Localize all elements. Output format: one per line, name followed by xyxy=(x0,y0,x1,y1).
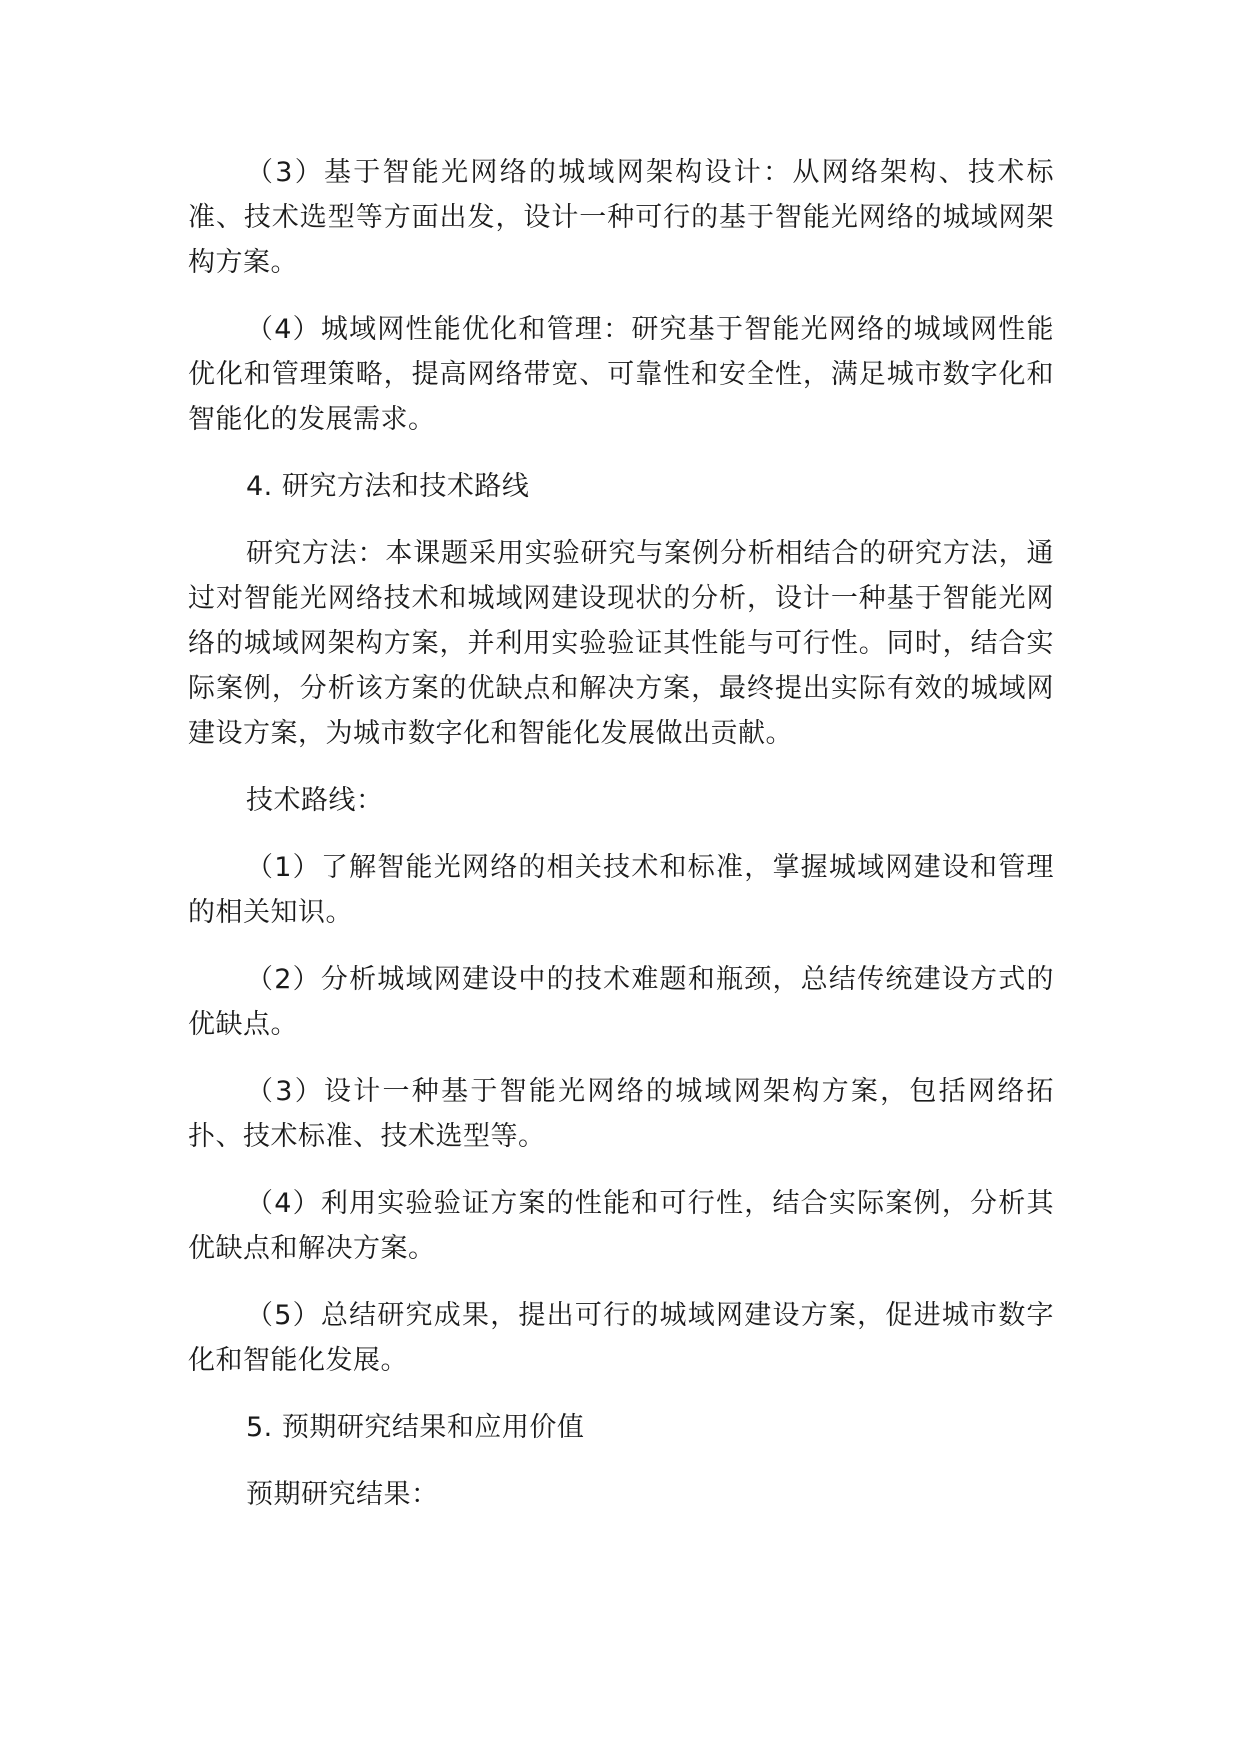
paragraph-tech-route-label: 技术路线： xyxy=(246,785,384,816)
list-item-route-2: （2）分析城域网建设中的技术难题和瓶颈，总结传统建设方式的优缺点。 xyxy=(188,964,1054,1040)
list-item-route-4: （4）利用实验验证方案的性能和可行性，结合实际案例，分析其优缺点和解决方案。 xyxy=(188,1188,1054,1264)
document-body xyxy=(188,150,1054,1539)
section-heading-methods: 4. 研究方法和技术路线 xyxy=(246,471,530,502)
list-item-route-5: （5）总结研究成果，提出可行的城域网建设方案，促进城市数字化和智能化发展。 xyxy=(188,1300,1054,1376)
list-item-route-3: （3）设计一种基于智能光网络的城域网架构方案，包括网络拓扑、技术标准、技术选型等。 xyxy=(188,1076,1054,1152)
list-item-route-1: （1）了解智能光网络的相关技术和标准，掌握城域网建设和管理的相关知识。 xyxy=(188,852,1054,928)
paragraph-research-methods: 研究方法：本课题采用实验研究与案例分析相结合的研究方法，通过对智能光网络技术和城域网建设现状的分析，设计一种基于智能光网络的城域网架构方案，并利用实验验证其性能与可行性。同时，结合实际案例，分析该方案的优缺点和解决方案，最终提出实际有效的城域网建设方案，为城市数字化和智能化发展做出贡献。 xyxy=(188,538,1054,749)
paragraph-optimization: （4）城域网性能优化和管理：研究基于智能光网络的城域网性能优化和管理策略，提高网络带宽、可靠性和安全性，满足城市数字化和智能化的发展需求。 xyxy=(188,314,1054,435)
paragraph-design: （3）基于智能光网络的城域网架构设计：从网络架构、技术标准、技术选型等方面出发，设计一种可行的基于智能光网络的城域网架构方案。 xyxy=(188,157,1054,278)
section-heading-results: 5. 预期研究结果和应用价值 xyxy=(246,1412,585,1443)
paragraph-expected-results-label: 预期研究结果： xyxy=(246,1479,439,1510)
